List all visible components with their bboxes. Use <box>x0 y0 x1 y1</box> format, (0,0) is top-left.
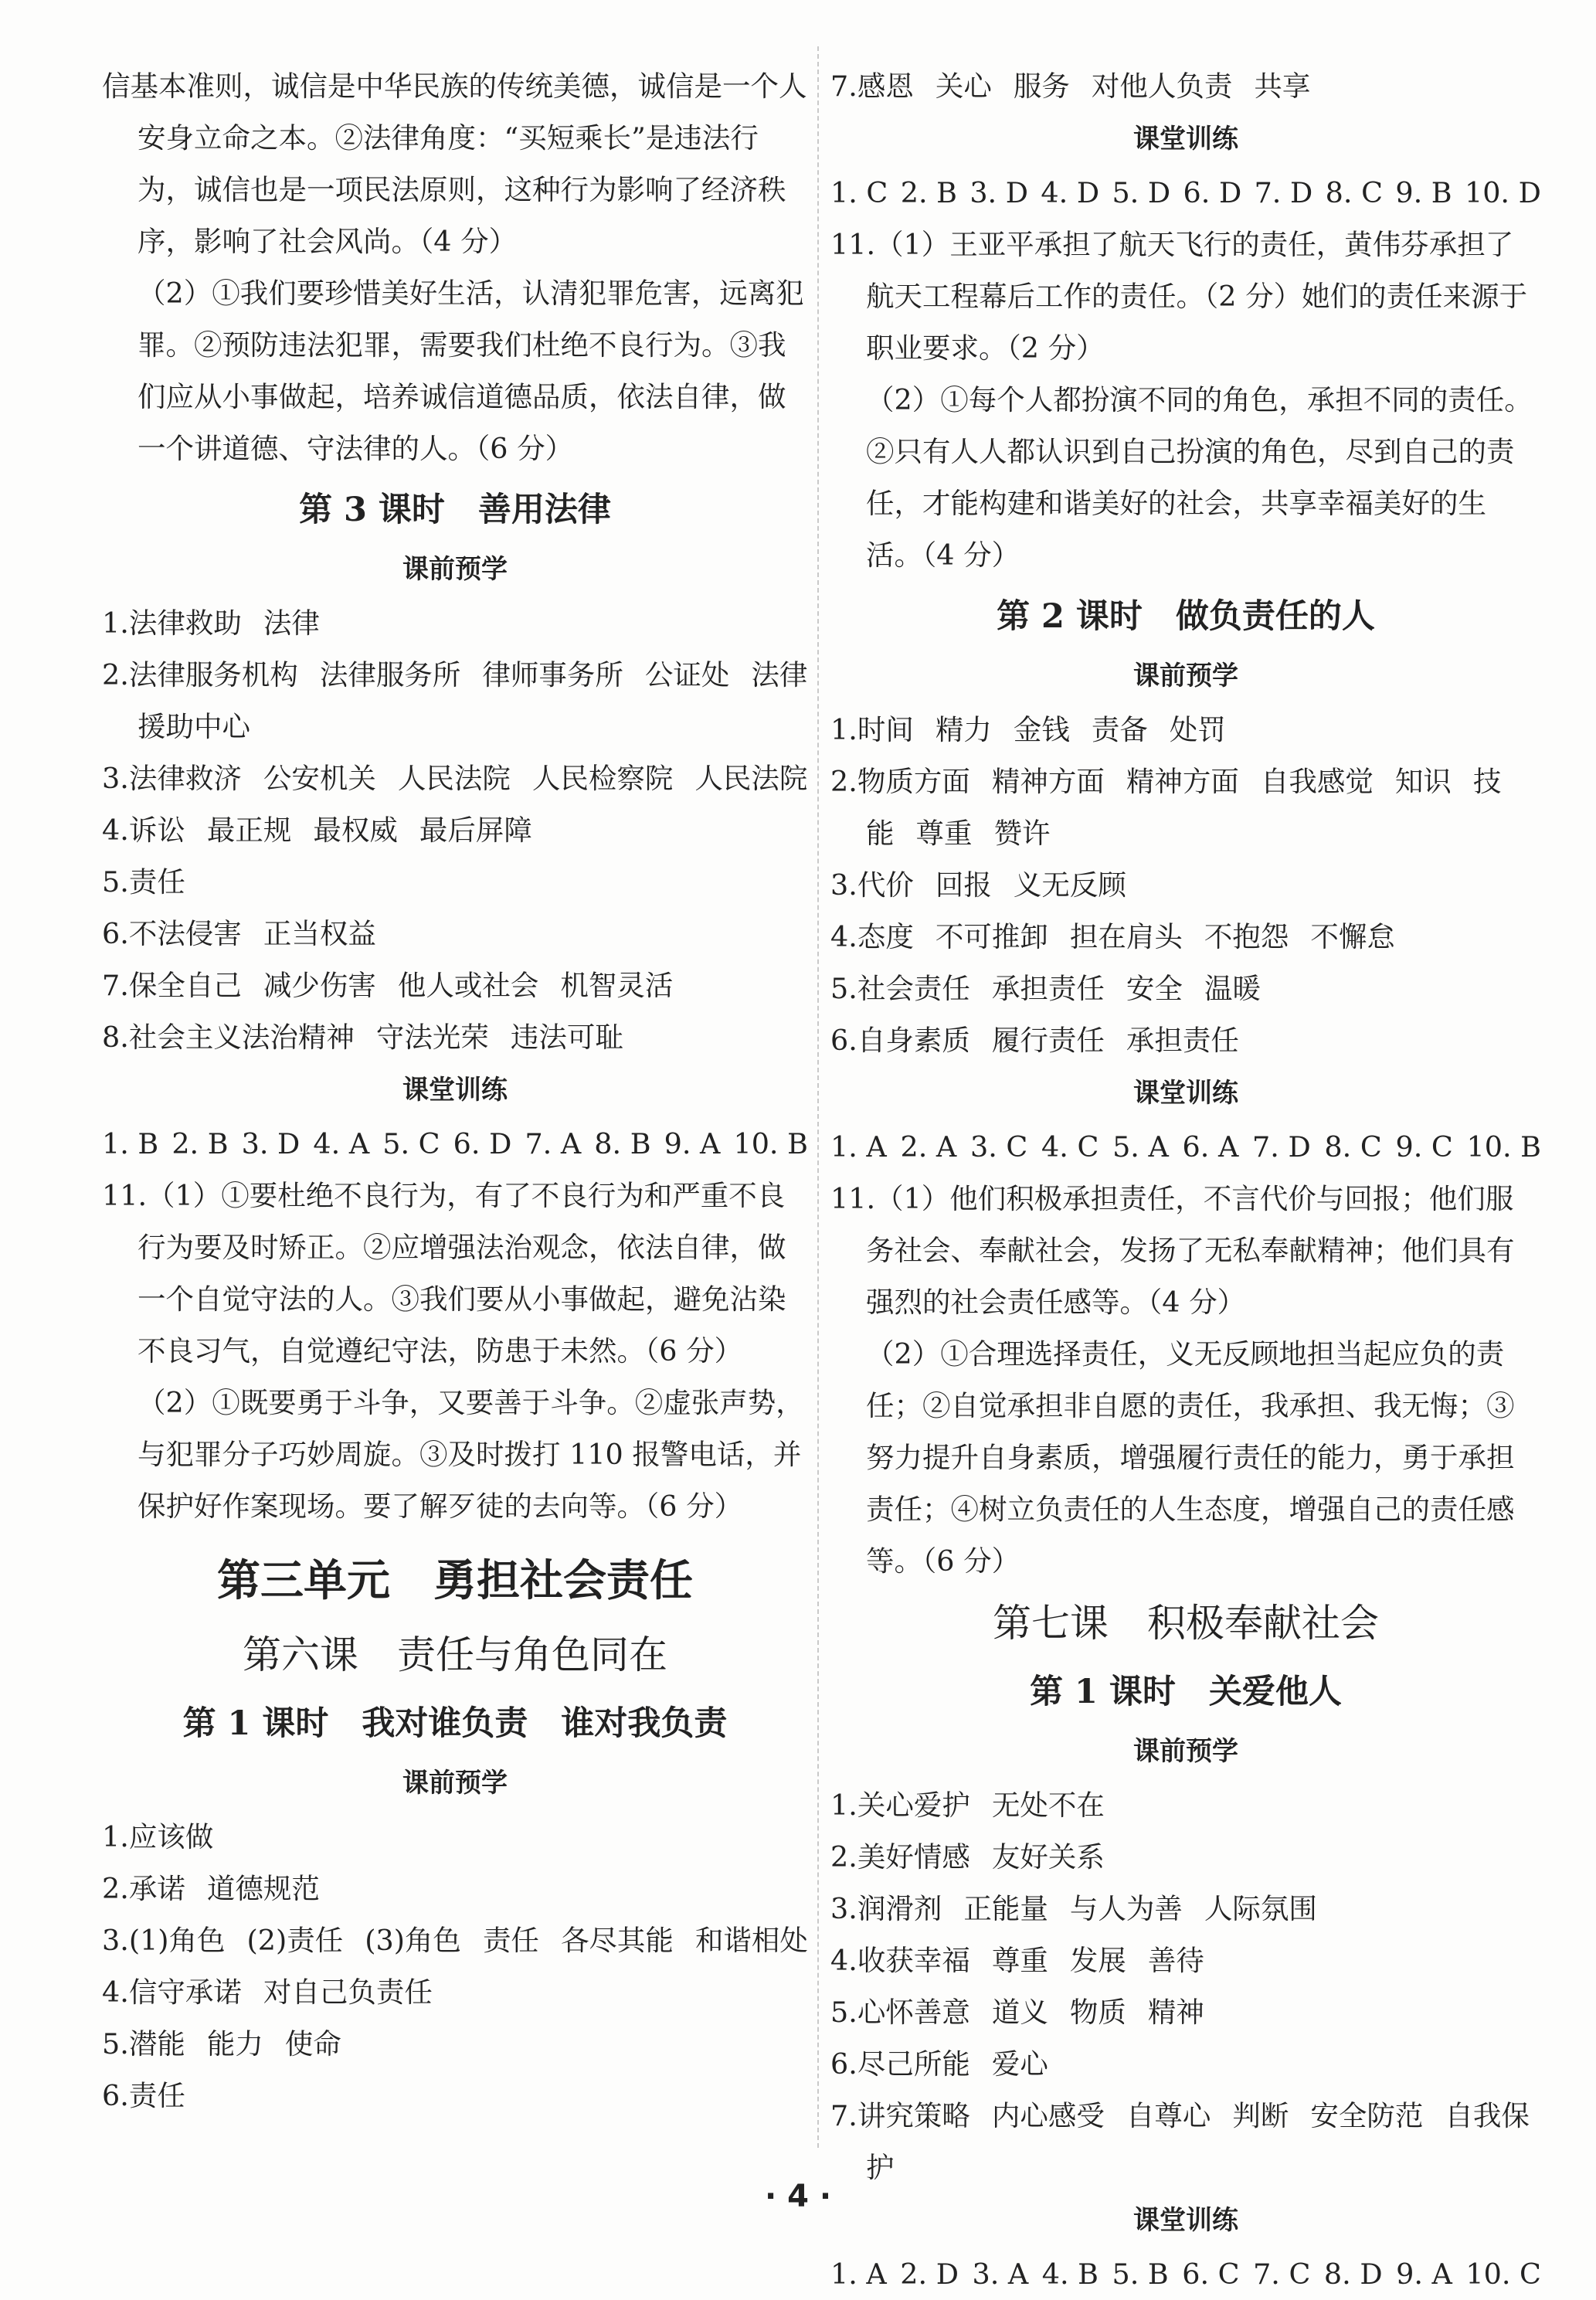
continuation-para-1: 信基本准则，诚信是中华民族的传统美德，诚信是一个人安身立命之本。②法律角度：“买短乘长”是违法行为，诚信也是一项民法原则，这种行为影响了经济秩序，影响了社会风尚。（4 分） <box>102 70 807 258</box>
chapter6-preview-heading: 课前预学 <box>402 1768 508 1799</box>
answer-term: 正能量 <box>963 1892 1048 1925</box>
answer-term: 处罚 <box>1169 713 1226 746</box>
list-item <box>830 1014 1541 1066</box>
choice-answer: 9. A <box>1396 2258 1452 2291</box>
item-number: 2. <box>102 658 129 691</box>
answer-term: 潜能 <box>128 2027 185 2060</box>
answer-term: 精神方面 <box>1126 765 1239 798</box>
lesson2-q11-part1: 11.（1）他们积极承担责任，不言代价与回报；他们服务社会、奉献社会，发扬了无私奉献精神；他们具有强烈的社会责任感等。（4 分） <box>830 1182 1515 1319</box>
answer-term: (2)责任 <box>246 1924 344 1957</box>
answer-term: 与人为善 <box>1069 1892 1183 1925</box>
answer-term: 违法可耻 <box>510 1021 623 1054</box>
choice-answer: 4. C <box>1041 1130 1099 1164</box>
answer-term: 金钱 <box>1013 713 1070 746</box>
answer-term: 心怀善意 <box>857 1996 970 2029</box>
lesson3-answers <box>102 1118 808 1170</box>
list-item <box>102 960 808 1011</box>
answer-term: 公安机关 <box>263 762 376 795</box>
chapter6-answers <box>830 167 1541 219</box>
chapter6-lesson1-title: 第 1 课时 我对谁负责 谁对我负责 <box>182 1704 728 1743</box>
choice-answer: 3. D <box>969 176 1029 209</box>
list-item <box>102 1011 808 1063</box>
choice-answer: 3. C <box>969 1130 1028 1164</box>
answer-term: 讲究策略 <box>857 2099 970 2132</box>
choice-answer: 8. D <box>1323 2258 1383 2291</box>
answer-term: 时间 <box>857 713 914 746</box>
answer-term: 应该做 <box>128 1820 214 1853</box>
item-number: 6. <box>830 1024 857 1057</box>
choice-answer: 9. C <box>1395 1130 1453 1164</box>
choice-answer: 2. B <box>171 1127 229 1160</box>
choice-answer: 1. C <box>830 176 888 209</box>
answer-term: 责任 <box>482 1924 539 1957</box>
answer-term: 收获幸福 <box>857 1944 970 1977</box>
column-divider <box>817 46 819 2148</box>
answer-term: 自我保护 <box>866 2099 1530 2184</box>
item-number: 3. <box>102 1924 129 1957</box>
item-number: 7. <box>102 969 129 1002</box>
list-item <box>830 2038 1541 2090</box>
list-item <box>102 1863 808 1914</box>
chapter7-preview-heading: 课前预学 <box>1133 1736 1238 1767</box>
answer-term: 和谐相处 <box>694 1924 808 1957</box>
lesson2-training-heading: 课堂训练 <box>1133 1078 1238 1109</box>
answer-term: 人民法院 <box>397 762 511 795</box>
item-number: 2. <box>830 765 857 798</box>
answer-term: 不法侵害 <box>128 917 242 950</box>
item-number: 3. <box>830 868 857 902</box>
answer-term: 最正规 <box>206 814 292 847</box>
chapter7-preview-list <box>830 1779 1541 2193</box>
choice-answer: 3. A <box>972 2258 1029 2291</box>
lesson3-q11-part1: 11.（1）①要杜绝不良行为，有了不良行为和严重不良行为要及时矫正。②应增强法治观念，依法自律，做一个自觉守法的人。③我们要从小事做起，避免沾染不良习气，自觉遵纪守法，防患于未然。（6 分） <box>102 1179 786 1367</box>
answer-term: 道德规范 <box>206 1872 320 1905</box>
choice-answer: 5. A <box>1112 1130 1169 1164</box>
list-item <box>830 859 1541 911</box>
choice-answer: 10. D <box>1464 176 1541 209</box>
answer-term: 赞许 <box>993 817 1051 850</box>
choice-answer: 4. B <box>1041 2258 1099 2291</box>
answer-term: 责备 <box>1091 713 1148 746</box>
answer-term: 技能 <box>866 765 1502 850</box>
answer-term: 不抱怨 <box>1204 920 1289 953</box>
list-item <box>102 1914 808 1966</box>
list-item <box>830 1986 1541 2038</box>
item-number: 3. <box>830 1892 857 1925</box>
answer-term: 社会责任 <box>857 972 970 1005</box>
choice-answer: 5. C <box>382 1127 440 1160</box>
chapter6-q11-part2: （2）①每个人都扮演不同的角色，承担不同的责任。②只有人人都认识到自己扮演的角色，尽到自己的责任，才能构建和谐美好的社会，共享幸福美好的生活。（4 分） <box>866 383 1533 572</box>
answer-term: 法律服务机构 <box>128 658 298 691</box>
answer-term: 不懈怠 <box>1310 920 1395 953</box>
answer-term: 正当权益 <box>263 917 376 950</box>
choice-answer: 10. C <box>1465 2258 1541 2291</box>
answer-term: 最权威 <box>313 814 398 847</box>
answer-term: 关心爱护 <box>857 1789 970 1822</box>
choice-answer: 10. B <box>1466 1130 1541 1164</box>
answer-term: 最后屏障 <box>419 814 532 847</box>
item-number: 4. <box>830 920 857 953</box>
lesson2-title: 第 2 课时 做负责任的人 <box>997 597 1375 636</box>
list-item <box>830 1883 1541 1935</box>
answer-term: 公证处 <box>644 658 730 691</box>
lesson3-preview-list <box>102 597 808 1063</box>
answer-term: 道义 <box>991 1996 1048 2029</box>
choice-answer: 1. A <box>830 1130 887 1164</box>
item-number: 1. <box>102 1820 129 1853</box>
lesson3-training-heading: 课堂训练 <box>402 1075 508 1106</box>
lesson3-title: 第 3 课时 善用法律 <box>299 491 611 529</box>
answer-term: 能力 <box>206 2027 263 2060</box>
list-item <box>102 2070 808 2122</box>
item-number: 2. <box>102 1872 129 1905</box>
item-number: 2. <box>830 1840 857 1874</box>
item-number: 1. <box>102 606 129 640</box>
choice-answer: 6. D <box>1183 176 1242 209</box>
answer-term: 法律救助 <box>128 606 242 640</box>
answer-term: 责任 <box>128 2079 185 2112</box>
list-item <box>830 963 1541 1014</box>
chapter7-answers <box>830 2248 1541 2300</box>
answer-term: 润滑剂 <box>857 1892 942 1925</box>
lesson2-preview-list <box>830 704 1541 1066</box>
answer-term: 信守承诺 <box>128 1976 242 2009</box>
unit3-title: 第三单元 勇担社会责任 <box>217 1555 693 1606</box>
answer-term: 尊重 <box>991 1944 1048 1977</box>
chapter6-q11-part1: 11.（1）王亚平承担了航天飞行的责任，黄伟芬承担了航天工程幕后工作的责任。（2 分）她们的责任来源于职业要求。（2 分） <box>830 228 1528 365</box>
item-number: 1. <box>830 1789 857 1822</box>
answer-term: 减少伤害 <box>263 969 376 1002</box>
answer-term: 法律服务所 <box>319 658 461 691</box>
chapter6-title: 第六课 责任与角色同在 <box>243 1632 667 1677</box>
list-item <box>830 1935 1541 1986</box>
list-item <box>830 911 1541 963</box>
answer-term: 自身素质 <box>857 1024 970 1057</box>
page-number: · 4 · <box>764 2179 832 2214</box>
item-number: 7. <box>830 2099 857 2132</box>
choice-answer: 9. B <box>1395 176 1452 209</box>
answer-term: 感恩 <box>857 70 914 103</box>
choice-answer: 7. A <box>525 1127 582 1160</box>
answer-term: 人际氛围 <box>1204 1892 1317 1925</box>
answer-term: 担在肩头 <box>1069 920 1183 953</box>
item-number: 4. <box>102 1976 129 2009</box>
list-item <box>102 2018 808 2070</box>
choice-answer: 4. D <box>1041 176 1100 209</box>
choice-answer: 5. D <box>1112 176 1171 209</box>
item-number: 6. <box>102 917 129 950</box>
list-item <box>102 856 808 908</box>
answer-term: 社会主义法治精神 <box>128 1021 355 1054</box>
choice-answer: 8. B <box>594 1127 651 1160</box>
choice-answer: 9. A <box>664 1127 721 1160</box>
choice-answer: 10. B <box>733 1127 808 1160</box>
chapter7-training-heading: 课堂训练 <box>1133 2205 1238 2236</box>
answer-term: 人民检察院 <box>531 762 674 795</box>
answer-term: 机智灵活 <box>560 969 674 1002</box>
answer-term: 内心感受 <box>991 2099 1105 2132</box>
choice-answer: 7. D <box>1254 176 1313 209</box>
choice-answer: 8. C <box>1325 176 1383 209</box>
choice-answer: 2. B <box>900 176 957 209</box>
list-item <box>830 2090 1541 2193</box>
answer-term: 物质 <box>1069 1996 1126 2029</box>
answer-term: 精神 <box>1147 1996 1204 2029</box>
answer-term: 自尊心 <box>1126 2099 1211 2132</box>
answer-term: 发展 <box>1069 1944 1126 1977</box>
item-number: 5. <box>102 865 129 899</box>
lesson2-preview-heading: 课前预学 <box>1133 661 1238 691</box>
choice-answer: 8. C <box>1324 1130 1382 1164</box>
answer-term: 责任 <box>128 865 185 899</box>
item-number: 6. <box>830 2047 857 2081</box>
answer-term: 律师事务所 <box>482 658 623 691</box>
answer-term: 他人或社会 <box>397 969 539 1002</box>
chapter7-title: 第七课 积极奉献社会 <box>993 1601 1379 1646</box>
item-number: 8. <box>102 1021 129 1054</box>
answer-term: 法律救济 <box>128 762 242 795</box>
continuation-para-2: （2）①我们要珍惜美好生活，认清犯罪危害，远离犯罪。②预防违法犯罪，需要我们杜绝不良行为。③我们应从小事做起，培养诚信道德品质，依法自律，做一个讲道德、守法律的人。（6 分） <box>138 277 804 465</box>
answer-term: 关心 <box>935 70 992 103</box>
chapter7-lesson1-title: 第 1 课时 关爱他人 <box>1030 1673 1342 1711</box>
answer-term: 服务 <box>1013 70 1070 103</box>
answer-term: 温暖 <box>1204 972 1261 1005</box>
answer-term: 物质方面 <box>857 765 970 798</box>
item-number: 1. <box>830 713 857 746</box>
answer-term: 尽己所能 <box>857 2047 970 2081</box>
choice-answer: 2. D <box>900 2258 959 2291</box>
answer-term: 义无反顾 <box>1013 868 1126 902</box>
list-item <box>830 756 1541 859</box>
lesson3-q11-part2: （2）①既要勇于斗争，又要善于斗争。②虚张声势，与犯罪分子巧妙周旋。③及时拨打 110 报警电话，并保护好作案现场。要了解歹徒的去向等。（6 分） <box>138 1386 804 1523</box>
choice-answer: 1. B <box>102 1127 159 1160</box>
answer-term: 法律 <box>263 606 320 640</box>
answer-term: 人民法院 <box>694 762 808 795</box>
lesson2-q11-part2: （2）①合理选择责任，义无反顾地担当起应负的责任；②自觉承担非自愿的责任，我承担、我无悔；③努力提升自身素质，增强履行责任的能力，勇于承担责任；④树立负责任的人生态度，增强自己的责任感等。（6 分） <box>866 1337 1515 1578</box>
list-item <box>102 804 808 856</box>
left-column <box>102 60 808 2122</box>
answer-term: 诉讼 <box>128 814 185 847</box>
answer-term: 承诺 <box>128 1872 185 1905</box>
answer-term: 尊重 <box>915 817 973 850</box>
answer-term: 代价 <box>857 868 914 902</box>
item-number: 3. <box>102 762 129 795</box>
choice-answer: 6. A <box>1182 1130 1239 1164</box>
item-number: 4. <box>102 814 129 847</box>
choice-answer: 2. A <box>900 1130 957 1164</box>
answer-term: 对自己负责任 <box>263 1976 433 2009</box>
answer-term: 法律援助中心 <box>138 658 808 743</box>
answer-term: 共享 <box>1254 70 1311 103</box>
item-number: 5. <box>830 1996 857 2029</box>
lesson3-preview-heading: 课前预学 <box>402 554 508 585</box>
choice-answer: 7. D <box>1252 1130 1311 1164</box>
list-item <box>102 1811 808 1863</box>
answer-term: (1)角色 <box>128 1924 226 1957</box>
answer-term: 美好情感 <box>857 1840 970 1874</box>
answer-term: 知识 <box>1394 765 1452 798</box>
choice-answer: 7. C <box>1253 2258 1311 2291</box>
list-item <box>830 60 1541 112</box>
answer-term: 履行责任 <box>991 1024 1105 1057</box>
list-item <box>830 704 1541 756</box>
list-item <box>102 908 808 960</box>
choice-answer: 5. B <box>1112 2258 1169 2291</box>
choice-answer: 6. C <box>1182 2258 1240 2291</box>
choice-answer: 6. D <box>453 1127 512 1160</box>
item-number: 6. <box>102 2079 129 2112</box>
item-number: 7. <box>830 70 857 103</box>
answer-term: 判断 <box>1232 2099 1289 2132</box>
answer-term: 保全自己 <box>128 969 242 1002</box>
answer-term: (3)角色 <box>365 1924 461 1957</box>
answer-term: 承担责任 <box>991 972 1105 1005</box>
chapter6-training-heading: 课堂训练 <box>1133 124 1238 155</box>
answer-term: 使命 <box>284 2027 341 2060</box>
list-item <box>102 1966 808 2018</box>
answer-term: 无处不在 <box>991 1789 1105 1822</box>
answer-term: 安全防范 <box>1310 2099 1424 2132</box>
lesson2-answers <box>830 1121 1541 1173</box>
chapter6-preview-list <box>102 1811 808 2122</box>
answer-term: 精神方面 <box>991 765 1105 798</box>
answer-term: 态度 <box>857 920 914 953</box>
answer-term: 精力 <box>935 713 992 746</box>
list-item <box>830 1831 1541 1883</box>
list-item <box>102 753 808 804</box>
choice-answer: 1. A <box>830 2258 887 2291</box>
answer-term: 不可推卸 <box>935 920 1048 953</box>
answer-term: 承担责任 <box>1126 1024 1239 1057</box>
answer-term: 守法光荣 <box>375 1021 489 1054</box>
chapter6-item7 <box>830 60 1541 112</box>
answer-term: 对他人负责 <box>1091 70 1233 103</box>
list-item <box>102 597 808 649</box>
answer-term: 自我感觉 <box>1260 765 1374 798</box>
item-number: 4. <box>830 1944 857 1977</box>
answer-term: 安全 <box>1126 972 1183 1005</box>
answer-term: 友好关系 <box>991 1840 1105 1874</box>
right-column <box>830 60 1541 2300</box>
answer-term: 回报 <box>935 868 992 902</box>
list-item <box>830 1779 1541 1831</box>
list-item <box>102 649 808 753</box>
choice-answer: 4. A <box>313 1127 370 1160</box>
answer-term: 各尽其能 <box>560 1924 674 1957</box>
answer-term: 爱心 <box>991 2047 1048 2081</box>
item-number: 5. <box>102 2027 129 2060</box>
answer-term: 善待 <box>1147 1944 1204 1977</box>
choice-answer: 3. D <box>241 1127 301 1160</box>
item-number: 5. <box>830 972 857 1005</box>
